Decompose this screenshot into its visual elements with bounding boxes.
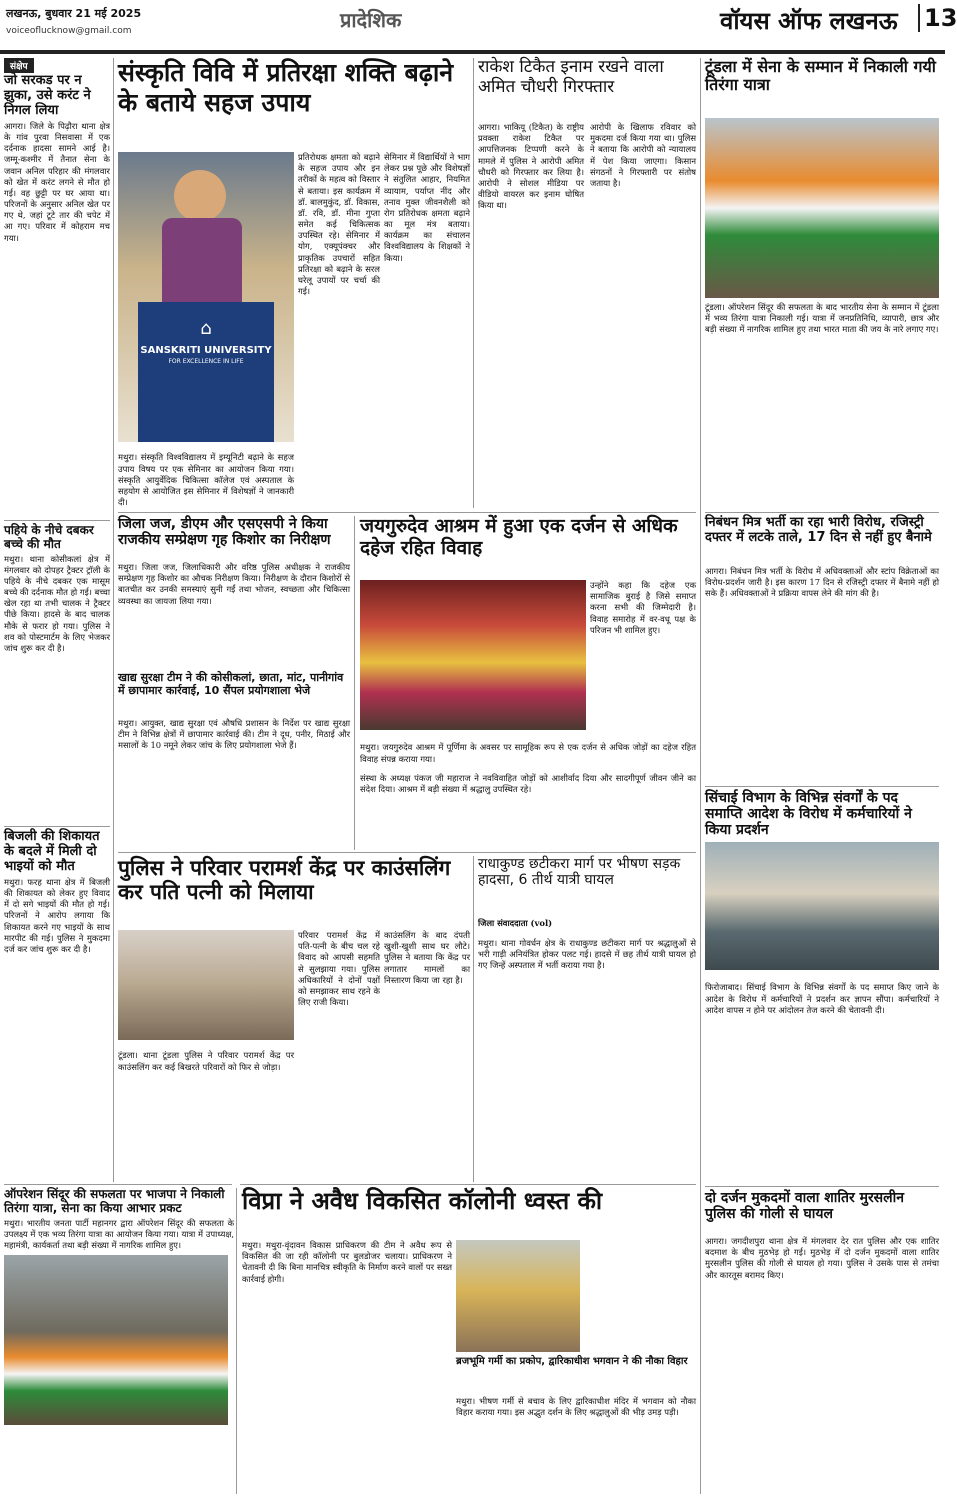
column-rule (700, 58, 701, 1494)
sanskriti-body-col-2 (384, 152, 470, 508)
boat-vihar-headline-box (456, 1356, 696, 1396)
yatra-headline: ऑपरेशन सिंदूर की सफलता पर भाजपा ने निकाली तिरंगा यात्रा, सेना का किया आभार प्रकट (4, 1187, 225, 1215)
tikait-headline: राकेश टिकैत इनाम रखने वाला अमित चौधरी गिरफ्तार (478, 57, 664, 97)
sanskriti-headline-box (118, 58, 468, 158)
seminar-caption (118, 444, 294, 508)
masthead-rule (0, 52, 945, 54)
juvenile-headline: जिला जज, डीएम और एसएसपी ने किया राजकीय सम्प्रेक्षण गृह किशोर का निरीक्षण (118, 516, 331, 549)
juvenile-body (118, 562, 350, 670)
university-logo-icon: ⌂ (200, 318, 212, 339)
vipra-headline: विप्रा ने अवैध विकसित कॉलोनी ध्वस्त की (242, 1187, 603, 1215)
divider (705, 1186, 939, 1187)
brief-3-body: मथुरा। फरह थाना क्षेत्र में बिजली की शिकायत को लेकर हुए विवाद में दो सगे भाइयों की मौत हो गई। परिजनों ने आरोप लगाया कि शिकायत करने गए भाइयों के साथ मारपीट की गई। पुलिस ने मुकदमा दर्ज कर जांच शुरू कर दी है। (4, 876, 110, 954)
counselling-photo (118, 930, 294, 1040)
nibandhan-body-text: आगरा। निबंधन मित्र भर्ती के विरोध में अधिवक्ताओं और स्टांप विक्रेताओं का विरोध-प्रदर्शन जारी है। इस कारण 17 दिन से रजिस्ट्री दफ्तर में बैनामे नहीं हो सके हैं। अधिवक्ताओं ने प्रक्रिया वापस लेने की मांग की है। (705, 566, 939, 599)
brief-1-body: आगरा। जिले के पिढ़ौरा थाना क्षेत्र के गांव पुरवा निसवासा में एक दर्दनाक हादसा सामने आई है। जम्मू-कश्मीर में तैनात सेना के जवान अनिल परिहार की मंगलवार को खेत में करंट लगने से मौत हो गई। वह छुट्टी पर घर आया था। परिजनों के अनुसार अनिल खेत पर गए थे, जहां टूटे तार की चपेट में आ गए। परिवार में कोहराम मच गया। (4, 120, 110, 243)
sanskriti-body-1: प्रतिरोधक क्षमता को बढ़ाने के सहज उपाय और इन तरीकों के महत्व को विस्तार से बताया। इस कार्यक्रम में डॉ. बालमुकुंद, डॉ. विकास, डॉ. रवि, डॉ. मीना गुप्ता समेत कई चिकित्सक उपस्थित रहे। सेमिनार में योग, एक्यूपंक्चर और प्राकृतिक उपचारों सहित प्रतिरक्षा को बढ़ाने के सरल घरेलू उपायों पर चर्चा की गई। (298, 152, 380, 297)
brief-3-headline: बिजली की शिकायत के बदले में मिली दो भाइयों को मौत (4, 829, 100, 874)
contact-email: voiceoflucknow@gmail.com (6, 26, 132, 36)
brief-story-3 (4, 830, 110, 1060)
speaker-figure (162, 218, 242, 308)
sanskriti-body-col-1 (298, 152, 380, 508)
food-safety-headline: खाद्य सुरक्षा टीम ने की कोसीकलां, छाता, मांट, पानीगांव में छापामार कार्रवाई, 10 सैंपल प्रयोगशाला भेजे (118, 671, 344, 697)
tikait-headline-box (478, 58, 696, 118)
jaigurudev-headline: जयगुरुदेव आश्रम में हुआ एक दर्जन से अधिक दहेज रहित विवाह (360, 515, 678, 559)
sinchai-headline-box (705, 790, 939, 840)
column-rule (473, 856, 474, 1182)
mursaleen-body-text: आगरा। जगदीशपुरा थाना क्षेत्र में मंगलवार देर रात पुलिस और एक शातिर बदमाश के बीच मुठभेड़ हो गई। मुठभेड़ में दो दर्जन मुकदमों वाला शातिर मुरसलीन पुलिस की गोली से घायल हो गया। पुलिस ने उसके पास से तमंचा और कारतूस बरामद किए। (705, 1236, 939, 1280)
tundla-headline-box (705, 58, 939, 118)
food-safety-headline-box (118, 672, 350, 716)
counselling-body-1: परिवार परामर्श केंद्र में पति-पत्नी के बीच चल रहे विवाद को आपसी सहमति से सुलझाया गया। पुलिस अधिकारियों ने दोनों पक्षों को समझाकर साथ रहने के लिए राजी किया। (298, 930, 380, 1008)
sinchai-caption-text: फिरोजाबाद। सिंचाई विभाग के विभिन्न संवर्गों के पद समाप्त किए जाने के आदेश के विरोध में कर्मचारियों ने प्रदर्शन कर ज्ञापन सौंपा। कर्मचारियों ने आदेश वापस न होने पर आंदोलन तेज करने की चेतावनी दी। (705, 982, 939, 1015)
podium-university-name: SANSKRITI UNIVERSITY (140, 345, 272, 356)
juvenile-headline-box (118, 516, 350, 560)
newspaper-name: वॉयस ऑफ लखनऊ (720, 7, 898, 35)
mursaleen-headline-box (705, 1190, 939, 1234)
issue-date: लखनऊ, बुधवार 21 मई 2025 (6, 7, 142, 20)
divider (705, 512, 939, 513)
brief-2-headline: पहिये के नीचे दबकर बच्चे की मौत (4, 523, 94, 551)
sanskriti-headline: संस्कृति विवि में प्रतिरक्षा शक्ति बढ़ाने के बताये सहज उपाय (118, 58, 454, 117)
column-rule (354, 516, 355, 850)
column-rule (473, 58, 474, 508)
divider (4, 520, 110, 521)
jaigurudev-body-side: उन्होंने कहा कि दहेज एक सामाजिक बुराई है जिसे समाप्त करना सभी की जिम्मेदारी है। विवाह समारोह में वर-वधू पक्ष के परिजन भी शामिल हुए। (590, 580, 696, 635)
tundla-body (705, 302, 939, 510)
yatra-photo (4, 1255, 228, 1425)
column-rule (113, 58, 114, 1182)
counselling-body-col-1 (298, 930, 380, 1182)
accident-headline-box (478, 856, 696, 906)
seminar-caption-text: मथुरा। संस्कृति विश्वविद्यालय में इम्यूनिटी बढ़ाने के सहज उपाय विषय पर एक सेमिनार का आयोजन किया गया। संस्कृति आयुर्वेदिक चिकित्सा कॉलेज एवं अस्पताल के सहयोग से आयोजित इस सेमिनार में विशेषज्ञों ने जानकारी दी। (118, 452, 294, 508)
jaigurudev-body-col (590, 580, 696, 730)
divider (4, 826, 110, 827)
yatra-body: मथुरा। भारतीय जनता पार्टी महानगर द्वारा ऑपरेशन सिंदूर की सफलता के उपलक्ष्य में एक भव्य तिरंगा यात्रा का आयोजन किया गया। यात्रा में उपाध्यक्ष, महामंत्री, कार्यकर्ता तथा बड़ी संख्या में नागरिक शामिल हुए। (4, 1217, 234, 1250)
jaigurudev-headline-box (360, 516, 696, 578)
counselling-headline-box (118, 856, 468, 928)
counselling-caption (118, 1042, 294, 1182)
tundla-yatra-photo (705, 118, 939, 298)
seminar-photo (118, 152, 294, 442)
sinchai-protest-photo (705, 842, 939, 970)
divider (705, 786, 939, 787)
briefs-tag: संक्षेप (4, 58, 34, 73)
sinchai-headline: सिंचाई विभाग के विभिन्न संवर्गों के पद समाप्ति आदेश के विरोध में कर्मचारियों ने किया प्रदर्शन (705, 790, 912, 839)
sanskriti-body-2: सेमिनार में विद्यार्थियों ने भाग लेकर प्रश्न पूछे और विशेषज्ञों ने संतुलित आहार, नियमित व्यायाम, पर्याप्त नींद और तनाव मुक्त जीवनशैली को रोग प्रतिरोधक क्षमता बढ़ाने का मूल मंत्र बताया। कार्यक्रम का संचालन विश्वविद्यालय के शिक्षकों ने किया। (384, 152, 470, 263)
mursaleen-headline: दो दर्जन मुकदमों वाला शातिर मुरसलीन पुलिस की गोली से घायल (705, 1190, 905, 1223)
tundla-headline: टूंडला में सेना के सम्मान में निकाली गयी तिरंगा यात्रा (705, 57, 936, 95)
tikait-body-col-1 (478, 122, 584, 508)
mursaleen-body (705, 1236, 939, 1494)
nibandhan-body (705, 566, 939, 784)
juvenile-body-text: मथुरा। जिला जज, जिलाधिकारी और वरिष्ठ पुलिस अधीक्षक ने राजकीय सम्प्रेक्षण गृह किशोर का औचक निरीक्षण किया। निरीक्षण के दौरान किशोरों से बातचीत कर उनकी समस्याएं सुनी गईं तथा भोजन, स्वच्छता और चिकित्सा व्यवस्था का जायजा लिया गया। (118, 562, 350, 606)
brief-2-body: मथुरा। थाना कोसीकलां क्षेत्र में मंगलवार को दोपहर ट्रैक्टर ट्रॉली के पहिये के नीचे दबकर एक मासूम बच्चे की दर्दनाक मौत हो गई। बच्चा खेल रहा था तभी चालक ने ट्रैक्टर पीछे किया। हादसे के बाद चालक मौके से फरार हो गया। पुलिस ने शव को पोस्टमार्टम के लिए भेजकर जांच शुरू कर दी है। (4, 553, 110, 653)
brief-story-2 (4, 524, 110, 824)
divider (240, 1184, 696, 1185)
food-safety-body (118, 718, 350, 818)
counselling-body-col-2 (384, 930, 470, 1182)
accident-headline: राधाकुण्ड छटीकरा मार्ग पर भीषण सड़क हादसा, 6 तीर्थ यात्री घायल (478, 856, 681, 889)
food-safety-body-text: मथुरा। आयुक्त, खाद्य सुरक्षा एवं औषधि प्रशासन के निर्देश पर खाद्य सुरक्षा टीम ने विभिन्न क्षेत्रों में छापामार कार्रवाई की। टीम ने दूध, पनीर, मिठाई और मसालों के 10 नमूने लेकर जांच के लिए प्रयोगशाला भेजे हैं। (118, 718, 350, 751)
demolition-photo (456, 1240, 580, 1352)
brief-story-1 (4, 74, 110, 514)
nibandhan-headline-box (705, 516, 939, 564)
vipra-headline-box (242, 1188, 696, 1238)
brief-1-headline: जो सरकड पर न झुका, उसे करंट ने निगल लिया (4, 73, 91, 118)
tikait-body-1: आगरा। भाकियू (टिकैत) के राष्ट्रीय प्रवक्ता राकेश टिकैत पर आपत्तिजनक टिप्पणी करने के मामले में पुलिस ने आरोपी अमित चौधरी को गिरफ्तार कर लिया है। आरोपी ने सोशल मीडिया पर वीडियो वायरल कर इनाम घोषित किया था। (478, 122, 584, 211)
university-podium (138, 302, 274, 442)
counselling-caption-text: टूंडला। थाना टूंडला पुलिस ने परिवार परामर्श केंद्र पर काउंसलिंग कर कई बिखरते परिवारों को फिर से जोड़ा। (118, 1050, 294, 1072)
counselling-headline: पुलिस ने परिवार परामर्श केंद्र पर काउंसलिंग कर पति पत्नी को मिलाया (118, 856, 451, 905)
vipra-side (584, 1240, 696, 1352)
accident-dateline: जिला संवाददाता (vol) (478, 918, 553, 929)
boat-vihar-body-text: मथुरा। भीषण गर्मी से बचाव के लिए द्वारिकाधीश मंदिर में भगवान को नौका विहार कराया गया। इस अद्भुत दर्शन के लिए श्रद्धालुओं की भीड़ उमड़ पड़ी। (456, 1396, 696, 1418)
accident-body (478, 910, 696, 1182)
divider (118, 512, 696, 513)
vipra-body (242, 1240, 452, 1494)
nibandhan-headline: निबंधन मित्र भर्ती का रहा भारी विरोध, रजिस्ट्री दफ्तर में लटके ताले, 17 दिन से नहीं हुए बैनामे (705, 515, 932, 545)
boat-vihar-headline: ब्रजभूमि गर्मी का प्रकोप, द्वारिकाधीश भगवान ने की नौका विहार (456, 1356, 688, 1367)
tiranga-yatra-story (4, 1188, 234, 1494)
accident-body-text: मथुरा। थाना गोवर्धन क्षेत्र के राधाकुण्ड छटीकरा मार्ग पर श्रद्धालुओं से भरी गाड़ी अनियंत्रित होकर पलट गई। हादसे में छह तीर्थ यात्री घायल हो गए जिन्हें अस्पताल में भर्ती कराया गया है। (478, 937, 696, 971)
divider (4, 1184, 232, 1185)
page-number: 13 (918, 4, 957, 32)
podium-tagline: FOR EXCELLENCE IN LIFE (168, 358, 244, 365)
counselling-body-2: काउंसलिंग के बाद दंपती खुशी-खुशी साथ घर लौटे। पुलिस ने बताया कि केंद्र पर लगातार मामलों का निस्तारण किया जा रहा है। (384, 930, 470, 985)
tundla-body-text: टूंडला। ऑपरेशन सिंदूर की सफलता के बाद भारतीय सेना के सम्मान में टूंडला में भव्य तिरंगा यात्रा निकाली गई। यात्रा में जनप्रतिनिधि, व्यापारी, छात्र और बड़ी संख्या में नागरिक शामिल हुए तथा भारत माता की जय के नारे लगाए गए। (705, 302, 939, 335)
tikait-body-col-2 (590, 122, 696, 508)
jaigurudev-body-text: संस्था के अध्यक्ष पंकज जी महाराज ने नवविवाहित जोड़ों को आशीर्वाद दिया और सादगीपूर्ण जीवन जीने का संदेश दिया। आश्रम में बड़ी संख्या में श्रद्धालु उपस्थित रहे। (360, 773, 696, 795)
section-title: प्रादेशिक (340, 8, 402, 32)
divider (118, 852, 696, 853)
sinchai-caption (705, 974, 939, 1184)
wedding-caption: मथुरा। जयगुरुदेव आश्रम में पूर्णिमा के अवसर पर सामूहिक रूप से एक दर्जन से अधिक जोड़ों का दहेज रहित विवाह संपन्न कराया गया। (360, 742, 696, 764)
vipra-body-text: मथुरा। मथुरा-वृंदावन विकास प्राधिकरण की टीम ने अवैध रूप से विकसित की जा रही कॉलोनी पर बुलडोजर चलाया। प्राधिकरण ने चेतावनी दी कि बिना मानचित्र स्वीकृति के निर्माण करने वालों पर सख्त कार्रवाई होगी। (242, 1240, 452, 1284)
wedding-photo (360, 580, 586, 730)
masthead (0, 0, 957, 52)
tikait-body-2: आरोपी के खिलाफ रविवार को मुकदमा दर्ज किया गया था। पुलिस ने बताया कि आरोपी को न्यायालय में पेश किया जाएगा। किसान संगठनों ने गिरफ्तारी पर संतोष जताया है। (590, 122, 696, 188)
boat-vihar-body (456, 1396, 696, 1494)
speaker-figure (174, 170, 226, 222)
jaigurudev-body (360, 734, 696, 848)
column-rule (236, 1188, 237, 1494)
